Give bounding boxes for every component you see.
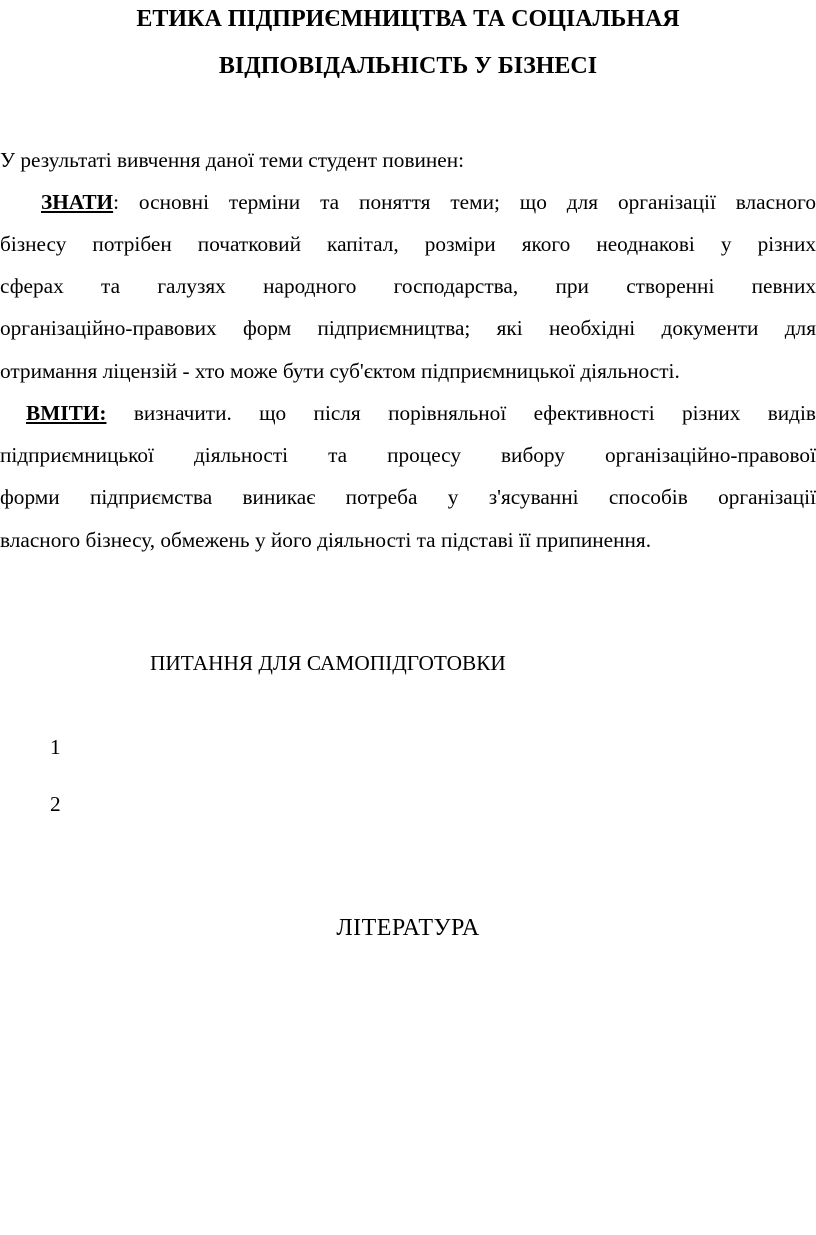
can-paragraph-line-3: форми підприємства виникає потреба у з'ясуванні способів організації	[0, 485, 816, 509]
know-paragraph-line-5: отримання ліцензій - хто може бути суб'єктом підприємницької діяльності.	[0, 359, 680, 383]
questions-heading: ПИТАННЯ ДЛЯ САМОПІДГОТОВКИ	[150, 651, 506, 675]
know-paragraph-line-3: сферах та галузях народного господарства, при створенні певних	[0, 274, 816, 298]
can-line-1-text: визначити. що після порівняльної ефективності різних видів	[133, 401, 816, 425]
know-paragraph-line-2: бізнесу потрібен початковий капітал, розміри якого неоднакові у різних	[0, 232, 816, 256]
question-item-2: 2	[50, 792, 61, 816]
know-paragraph-line-4: організаційно-правових форм підприємництва; які необхідні документи для	[0, 316, 816, 340]
question-item-1: 1	[50, 735, 61, 759]
know-paragraph-line-1	[0, 189, 816, 215]
know-keyword: ЗНАТИ	[41, 190, 114, 214]
can-paragraph-line-4: власного бізнесу, обмежень у його діяльності та підставі її припинення.	[0, 528, 652, 552]
page-title-line-1: ЕТИКА ПІДПРИЄМНИЦТВА ТА СОЦІАЛЬНАЯ	[136, 6, 680, 32]
page-title-line-2: ВІДПОВІДАЛЬНІСТЬ У БІЗНЕСІ	[218, 53, 598, 79]
can-paragraph-line-1	[0, 400, 816, 426]
intro-text: У результаті вивчення даної теми студент повинен:	[0, 148, 465, 172]
can-paragraph-line-2: підприємницької діяльності та процесу вибору організаційно-правової	[0, 443, 816, 467]
know-line-1-text: : основні терміни та поняття теми; що для організації власного	[113, 190, 816, 214]
literature-heading: ЛІТЕРАТУРА	[336, 915, 480, 941]
can-keyword: ВМІТИ:	[26, 401, 107, 425]
